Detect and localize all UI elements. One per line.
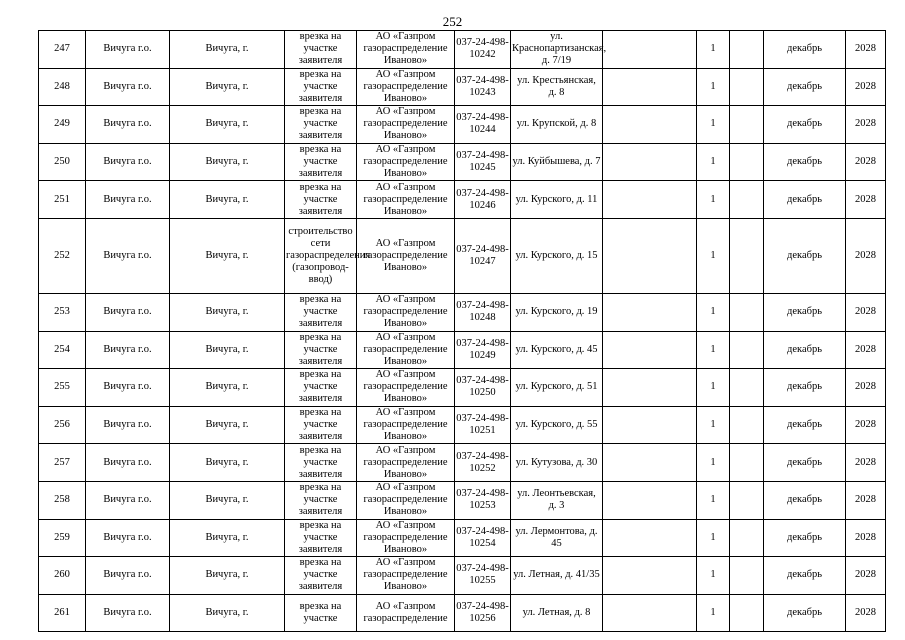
table-row [39,519,886,557]
locality-cell: Вичуга, г. [170,594,285,632]
empty-cell [730,557,764,595]
organization-cell: АО «Газпром газораспределение Иваново» [357,481,455,519]
district-cell: Вичуга г.о. [86,331,170,369]
address-cell: ул. Крестьянская, д. 8 [511,68,603,106]
year-cell: 2028 [846,31,886,69]
year-cell: 2028 [846,481,886,519]
month-cell: декабрь [764,481,846,519]
month-cell: декабрь [764,181,846,219]
locality-cell: Вичуга, г. [170,293,285,331]
empty-cell [603,181,697,219]
year-cell: 2028 [846,331,886,369]
organization-cell: АО «Газпром газораспределение Иваново» [357,181,455,219]
empty-cell [603,218,697,293]
table-row [39,369,886,407]
table-row [39,218,886,293]
quantity-cell: 1 [697,557,730,595]
month-cell: декабрь [764,293,846,331]
quantity-cell: 1 [697,406,730,444]
district-cell: Вичуга г.о. [86,31,170,69]
page-number: 252 [442,14,463,29]
work-type-cell: строительство сети газораспределения (газопровод-ввод) [285,218,357,293]
work-type-cell: врезка на участке заявителя [285,481,357,519]
district-cell: Вичуга г.о. [86,594,170,632]
quantity-cell: 1 [697,293,730,331]
registry-code-cell: 037-24-498-10256 [455,594,511,632]
empty-cell [603,293,697,331]
organization-cell: АО «Газпром газораспределение Иваново» [357,331,455,369]
empty-cell [603,557,697,595]
year-cell: 2028 [846,143,886,181]
empty-cell [730,143,764,181]
year-cell: 2028 [846,519,886,557]
district-cell: Вичуга г.о. [86,369,170,407]
address-cell: ул. Куйбышева, д. 7 [511,143,603,181]
work-type-cell: врезка на участке заявителя [285,31,357,69]
work-type-cell: врезка на участке заявителя [285,557,357,595]
empty-cell [730,293,764,331]
empty-cell [603,106,697,144]
month-cell: декабрь [764,331,846,369]
locality-cell: Вичуга, г. [170,557,285,595]
organization-cell: АО «Газпром газораспределение Иваново» [357,31,455,69]
empty-cell [603,68,697,106]
row-number-cell: 248 [39,68,86,106]
empty-cell [730,181,764,219]
registry-code-cell: 037-24-498-10247 [455,218,511,293]
work-type-cell: врезка на участке заявителя [285,331,357,369]
organization-cell: АО «Газпром газораспределение Иваново» [357,143,455,181]
work-type-cell: врезка на участке заявителя [285,181,357,219]
month-cell: декабрь [764,594,846,632]
quantity-cell: 1 [697,31,730,69]
quantity-cell: 1 [697,331,730,369]
registry-code-cell: 037-24-498-10246 [455,181,511,219]
table-row [39,481,886,519]
quantity-cell: 1 [697,143,730,181]
year-cell: 2028 [846,293,886,331]
row-number-cell: 257 [39,444,86,482]
empty-cell [730,519,764,557]
locality-cell: Вичуга, г. [170,369,285,407]
district-cell: Вичуга г.о. [86,406,170,444]
gas-connection-table [38,30,886,632]
quantity-cell: 1 [697,218,730,293]
month-cell: декабрь [764,106,846,144]
empty-cell [603,594,697,632]
empty-cell [730,481,764,519]
work-type-cell: врезка на участке заявителя [285,68,357,106]
locality-cell: Вичуга, г. [170,519,285,557]
locality-cell: Вичуга, г. [170,331,285,369]
year-cell: 2028 [846,557,886,595]
quantity-cell: 1 [697,369,730,407]
quantity-cell: 1 [697,594,730,632]
locality-cell: Вичуга, г. [170,218,285,293]
table-row [39,106,886,144]
quantity-cell: 1 [697,519,730,557]
work-type-cell: врезка на участке [285,594,357,632]
organization-cell: АО «Газпром газораспределение Иваново» [357,218,455,293]
table-row [39,594,886,632]
row-number-cell: 250 [39,143,86,181]
district-cell: Вичуга г.о. [86,519,170,557]
work-type-cell: врезка на участке заявителя [285,519,357,557]
empty-cell [730,406,764,444]
address-cell: ул. Крупской, д. 8 [511,106,603,144]
month-cell: декабрь [764,557,846,595]
locality-cell: Вичуга, г. [170,143,285,181]
registry-code-cell: 037-24-498-10248 [455,293,511,331]
address-cell: ул. Курского, д. 19 [511,293,603,331]
empty-cell [603,369,697,407]
row-number-cell: 253 [39,293,86,331]
year-cell: 2028 [846,406,886,444]
locality-cell: Вичуга, г. [170,481,285,519]
address-cell: ул. Краснопартизанская, д. 7/19 [512,31,607,67]
district-cell: Вичуга г.о. [86,68,170,106]
address-cell: ул. Лермонтова, д. 45 [511,519,603,557]
work-type-cell: врезка на участке заявителя [285,106,357,144]
organization-cell: АО «Газпром газораспределение Иваново» [357,519,455,557]
row-number-cell: 254 [39,331,86,369]
row-number-cell: 251 [39,181,86,219]
row-number-cell: 258 [39,481,86,519]
empty-cell [730,31,764,69]
month-cell: декабрь [764,31,846,69]
month-cell: декабрь [764,369,846,407]
address-cell: ул. Курского, д. 15 [511,218,603,293]
address-cell: ул. Леонтьевская, д. 3 [511,481,603,519]
district-cell: Вичуга г.о. [86,143,170,181]
quantity-cell: 1 [697,444,730,482]
table-row [39,331,886,369]
row-number-cell: 256 [39,406,86,444]
empty-cell [730,369,764,407]
registry-code-cell: 037-24-498-10253 [455,481,511,519]
address-cell: ул. Курского, д. 55 [511,406,603,444]
registry-code-cell: 037-24-498-10245 [455,143,511,181]
registry-code-cell: 037-24-498-10242 [455,31,511,69]
locality-cell: Вичуга, г. [170,406,285,444]
organization-cell: АО «Газпром газораспределение Иваново» [357,106,455,144]
table-row [39,143,886,181]
locality-cell: Вичуга, г. [170,181,285,219]
address-cell: ул. Кутузова, д. 30 [511,444,603,482]
organization-cell: АО «Газпром газораспределение [357,594,455,632]
district-cell: Вичуга г.о. [86,444,170,482]
quantity-cell: 1 [697,106,730,144]
year-cell: 2028 [846,444,886,482]
address-cell: ул. Летная, д. 41/35 [511,557,603,595]
district-cell: Вичуга г.о. [86,481,170,519]
table-row [39,181,886,219]
row-number-cell: 261 [39,594,86,632]
locality-cell: Вичуга, г. [170,444,285,482]
table-row [39,406,886,444]
empty-cell [603,519,697,557]
table-row [39,68,886,106]
quantity-cell: 1 [697,181,730,219]
organization-cell: АО «Газпром газораспределение Иваново» [357,68,455,106]
registry-code-cell: 037-24-498-10255 [455,557,511,595]
empty-cell [730,218,764,293]
table-row [39,557,886,595]
district-cell: Вичуга г.о. [86,106,170,144]
district-cell: Вичуга г.о. [86,557,170,595]
organization-cell: АО «Газпром газораспределение Иваново» [357,293,455,331]
district-cell: Вичуга г.о. [86,293,170,331]
organization-cell: АО «Газпром газораспределение Иваново» [357,406,455,444]
empty-cell [730,444,764,482]
registry-code-cell: 037-24-498-10251 [455,406,511,444]
empty-cell [603,444,697,482]
table-body [39,31,886,632]
year-cell: 2028 [846,218,886,293]
organization-cell: АО «Газпром газораспределение Иваново» [357,557,455,595]
work-type-cell: врезка на участке заявителя [285,293,357,331]
district-cell: Вичуга г.о. [86,181,170,219]
year-cell: 2028 [846,369,886,407]
month-cell: декабрь [764,406,846,444]
locality-cell: Вичуга, г. [170,68,285,106]
work-type-cell: врезка на участке заявителя [285,369,357,407]
row-number-cell: 252 [39,218,86,293]
table-row [39,293,886,331]
empty-cell [603,143,697,181]
empty-cell [603,406,697,444]
row-number-cell: 255 [39,369,86,407]
quantity-cell: 1 [697,68,730,106]
locality-cell: Вичуга, г. [170,106,285,144]
work-type-cell: врезка на участке заявителя [285,143,357,181]
registry-code-cell: 037-24-498-10250 [455,369,511,407]
table-row [39,444,886,482]
month-cell: декабрь [764,143,846,181]
district-cell: Вичуга г.о. [86,218,170,293]
locality-cell: Вичуга, г. [170,31,285,69]
year-cell: 2028 [846,594,886,632]
month-cell: декабрь [764,444,846,482]
row-number-cell: 259 [39,519,86,557]
empty-cell [603,481,697,519]
year-cell: 2028 [846,68,886,106]
registry-code-cell: 037-24-498-10254 [455,519,511,557]
quantity-cell: 1 [697,481,730,519]
month-cell: декабрь [764,218,846,293]
address-cell: ул. Курского, д. 11 [511,181,603,219]
year-cell: 2028 [846,181,886,219]
empty-cell [730,594,764,632]
organization-cell: АО «Газпром газораспределение Иваново» [357,444,455,482]
registry-code-cell: 037-24-498-10249 [455,331,511,369]
work-type-cell: врезка на участке заявителя [285,406,357,444]
empty-cell [730,68,764,106]
registry-code-cell: 037-24-498-10243 [455,68,511,106]
row-number-cell: 247 [39,31,86,69]
address-cell: ул. Курского, д. 45 [511,331,603,369]
organization-cell: АО «Газпром газораспределение Иваново» [357,369,455,407]
empty-cell [730,106,764,144]
table-row [39,31,886,69]
year-cell: 2028 [846,106,886,144]
empty-cell [603,331,697,369]
work-type-cell: врезка на участке заявителя [285,444,357,482]
empty-cell [603,31,697,69]
row-number-cell: 260 [39,557,86,595]
month-cell: декабрь [764,68,846,106]
month-cell: декабрь [764,519,846,557]
empty-cell [730,331,764,369]
registry-code-cell: 037-24-498-10244 [455,106,511,144]
row-number-cell: 249 [39,106,86,144]
registry-code-cell: 037-24-498-10252 [455,444,511,482]
address-cell: ул. Летная, д. 8 [511,594,603,632]
address-cell: ул. Курского, д. 51 [511,369,603,407]
